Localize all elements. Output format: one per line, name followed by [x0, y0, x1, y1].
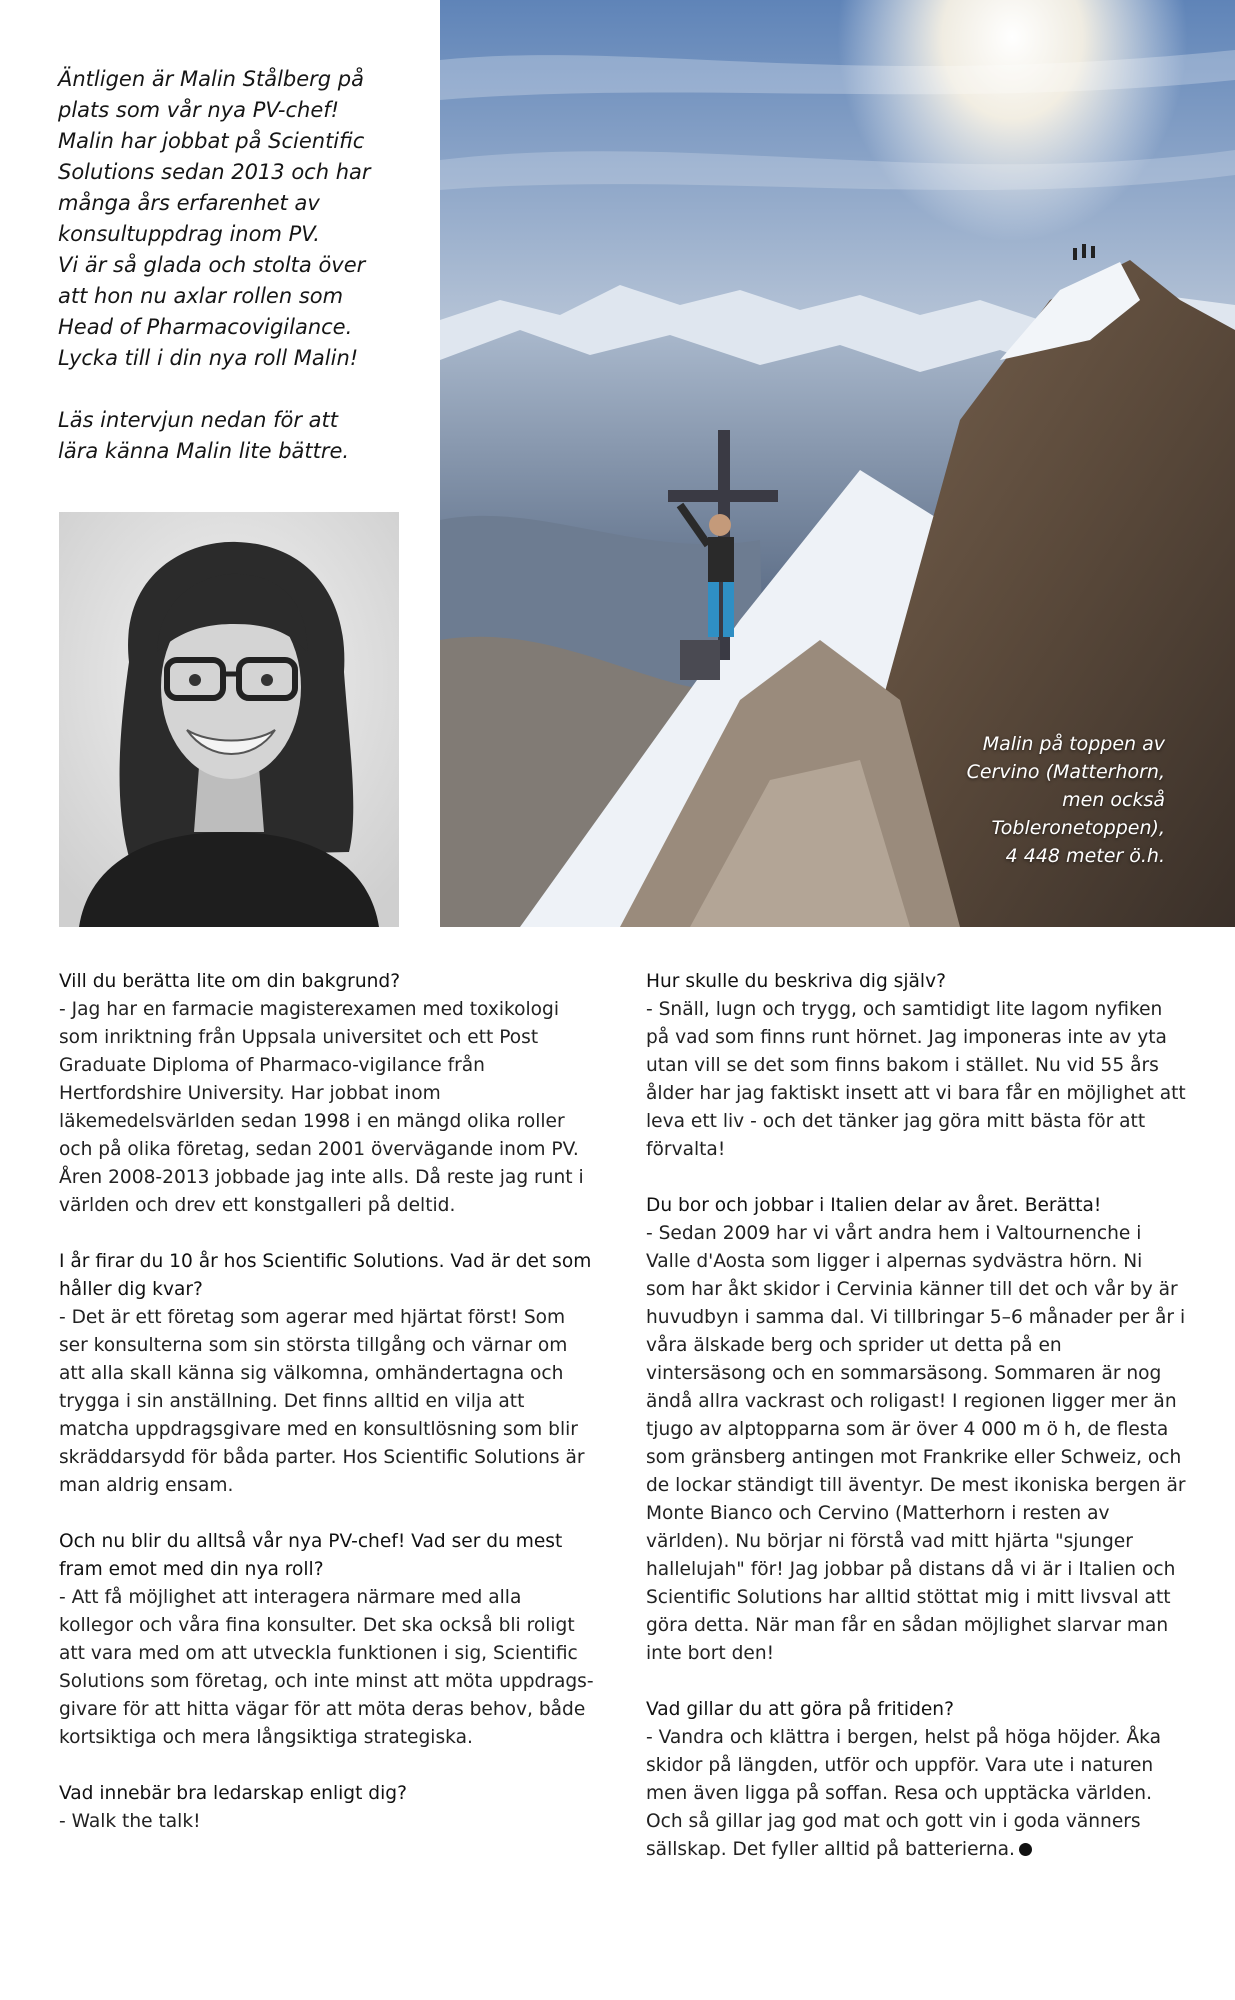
mountain-photo	[440, 0, 1235, 927]
intro-line: att hon nu axlar rollen som	[58, 284, 344, 308]
intro-text	[58, 64, 428, 467]
interview-item	[59, 1528, 599, 1752]
interview-answer-text: - Vandra och klättra i bergen, helst på höga höjder. Åka skidor på längden, utför och uppför. Vara ute i naturen men även ligga på soffan. Resa och upptäcka världen. Och så gillar jag god mat och gott vin i goda vänners sällskap. Det fyller alltid på batterierna.	[646, 1727, 1161, 1860]
interview-answer: - Jag har en farmacie magisterexamen med toxikologi som inriktning från Uppsala universitet och ett Post Graduate Diploma of Pharmaco-vigilance från Hertfordshire University. Har jobbat inom läkemedelsvärlden sedan 1998 i en mängd olika roller och på olika företag, sedan 2001 övervägande inom PV. Åren 2008-2013 jobbade jag inte alls. Då reste jag runt i världen och drev ett konstgalleri på deltid.	[59, 999, 584, 1216]
interview-column-right	[646, 968, 1186, 1892]
caption-line: Tobleronetoppen),	[991, 817, 1165, 839]
interview-answer: - Att få möjlighet att interagera närmare med alla kollegor och våra fina konsulter. Det ska också bli roligt att vara med om att utveckla funktionen i sig, Scientific Solutions som företag, och inte minst att möta uppdrags-givare för att hitta vägar för att möta deras behov, både kortsiktiga och mera långsiktiga strategiska.	[59, 1587, 594, 1748]
interview-answer	[646, 1724, 1186, 1864]
caption-line: Malin på toppen av	[982, 733, 1165, 755]
intro-line: Head of Pharmacovigilance.	[58, 315, 353, 339]
interview-answer: - Walk the talk!	[59, 1811, 201, 1832]
intro-line: Lycka till i din nya roll Malin!	[58, 346, 359, 370]
interview-question: Hur skulle du beskriva dig själv?	[646, 971, 946, 992]
interview-column-left	[59, 968, 599, 1864]
interview-item	[646, 1696, 1186, 1864]
interview-item	[646, 1192, 1186, 1668]
interview-answer: - Sedan 2009 har vi vårt andra hem i Valtournenche i Valle d'Aosta som ligger i alpernas sydvästra hörn. Ni som har åkt skidor i Cervinia känner till det och vår by är huvudbyn i samma dal. Vi tillbringar 5–6 månader per år i våra älskade berg och sprider ut detta på en vintersäsong och en sommarsäsong. Sommaren är nog ändå allra vackrast och roligast! I regionen ligger mer än tjugo av alptopparna som är över 4 000 m ö h, de flesta som gränsberg antingen mot Frankrike eller Schweiz, och de lockar ständigt till äventyr. De mest ikoniska bergen är Monte Bianco och Cervino (Matterhorn i resten av världen). Nu börjar ni förstå vad mitt hjärta "sjunger hallelujah" för! Jag jobbar på distans då vi är i Italien och Scientific Solutions har alltid stöttat mig i mitt livsval att göra detta. När man får en sådan möjlighet slarvar man inte bort den!	[646, 1223, 1186, 1664]
intro-line: Malin har jobbat på Scientific	[58, 129, 365, 153]
interview-question: Du bor och jobbar i Italien delar av året. Berätta!	[646, 1195, 1102, 1216]
end-mark-dot	[1019, 1843, 1032, 1856]
interview-answer: - Snäll, lugn och trygg, och samtidigt lite lagom nyfiken på vad som finns runt hörnet. Jag imponeras inte av yta utan vill se det som finns bakom i stället. Nu vid 55 års ålder har jag faktiskt insett att vi bara får en möjlighet att leva ett liv - och det tänker jag göra mitt bästa för att förvalta!	[646, 999, 1186, 1160]
interview-item	[59, 1248, 599, 1500]
caption-line: 4 448 meter ö.h.	[1005, 845, 1165, 867]
interview-item	[646, 968, 1186, 1164]
interview-question: I år firar du 10 år hos Scientific Solutions. Vad är det som håller dig kvar?	[59, 1251, 592, 1300]
interview-question: Vad innebär bra ledarskap enligt dig?	[59, 1783, 407, 1804]
intro-line: Äntligen är Malin Stålberg på	[58, 67, 364, 91]
intro-line: Vi är så glada och stolta över	[58, 253, 366, 277]
intro-line: Läs intervjun nedan för att	[58, 408, 338, 432]
caption-line: Cervino (Matterhorn,	[966, 761, 1165, 783]
interview-item	[59, 968, 599, 1220]
intro-line: Solutions sedan 2013 och har	[58, 160, 371, 184]
intro-line: konsultuppdrag inom PV.	[58, 222, 320, 246]
intro-line: många års erfarenhet av	[58, 191, 320, 215]
photo-caption	[885, 730, 1165, 870]
interview-question: Och nu blir du alltså vår nya PV-chef! Vad ser du mest fram emot med din nya roll?	[59, 1531, 563, 1580]
interview-question: Vad gillar du att göra på fritiden?	[646, 1699, 954, 1720]
interview-item	[59, 1780, 599, 1836]
intro-line: plats som vår nya PV-chef!	[58, 98, 340, 122]
intro-line: lära känna Malin lite bättre.	[58, 439, 350, 463]
caption-line: men också	[1062, 789, 1165, 811]
portrait-photo	[59, 512, 399, 927]
interview-question: Vill du berätta lite om din bakgrund?	[59, 971, 401, 992]
interview-answer: - Det är ett företag som agerar med hjärtat först! Som ser konsulterna som sin största tillgång och värnar om att alla skall känna sig välkomna, omhändertagna och trygga i sin anställning. Det finns alltid en vilja att matcha uppdragsgivare med en konsultlösning som blir skräddarsydd för båda parter. Hos Scientific Solutions är man aldrig ensam.	[59, 1307, 585, 1496]
